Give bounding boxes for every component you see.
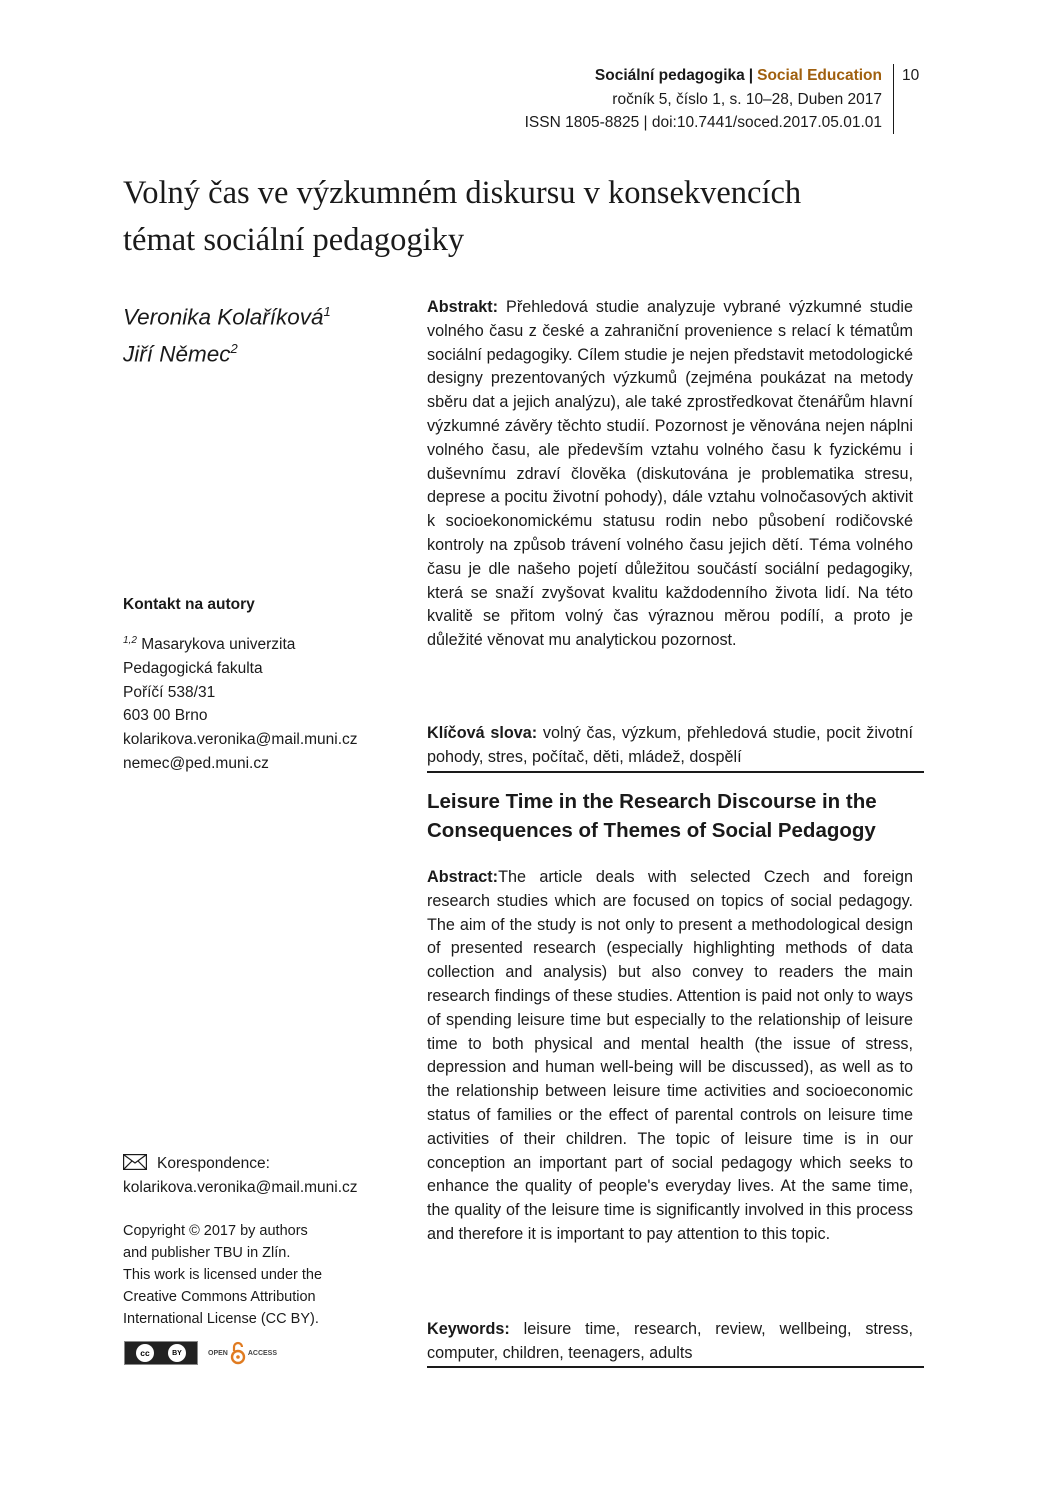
contact-line: $^{1,2}$ Masarykova univerzita <box>123 634 296 653</box>
abstract-en <box>427 866 913 1247</box>
envelope-icon <box>123 1154 147 1170</box>
contact-email[interactable]: kolarikova.veronika@mail.muni.cz <box>123 731 358 749</box>
author-affiliation-mark: 1 <box>323 304 331 319</box>
abstract-en-text: The article deals with selected Czech and foreign research studies which are focused on topics of social pedagogy. The aim of the study is not only to present a methodological design of presented research (especially highlighting methods of data collection and analysis) but also convey to readers the main research findings of these studies. Attention is paid not only to ways of spending leisure time but especially to the relationship of leisure time to both physical and mental health (the issue of stress, depression and human well-being will be discussed), as well as to the relationship between leisure time activities and socioeconomic status of families or the effect of parental controls on leisure time activities of their children. The topic of leisure time is in our conception an important part of social pedagogy which seeks to enhance the quality of people's everyday lives. At the same time, the quality of the leisure time is significantly involved in this process and therefore it is important to pay attention to this topic. <box>427 868 913 1243</box>
title-en-line-1: Leisure Time in the Research Discourse in the <box>427 790 877 813</box>
cc-by-badge[interactable] <box>124 1341 198 1365</box>
contact-heading: Kontakt na autory <box>123 596 255 613</box>
correspondence-line <box>123 1152 408 1176</box>
issn-doi-line: ISSN 1805-8825 | doi:10.7441/soced.2017.05.01.01 <box>524 114 882 131</box>
journal-header <box>440 64 882 135</box>
abstract-en-label: Abstract: <box>427 868 499 886</box>
correspondence-email[interactable]: kolarikova.veronika@mail.muni.cz <box>123 1178 358 1196</box>
keywords-cz-text: volný čas, výzkum, přehledová studie, pocit životní pohody, stres, počítač, děti, mládež, dospělí <box>427 724 914 766</box>
volume-line: ročník 5, číslo 1, s. 10–28, Duben 2017 <box>612 90 882 108</box>
copyright-notice <box>123 1220 408 1330</box>
license-badges <box>124 1340 277 1366</box>
author-name: Jiří Němec <box>123 341 231 366</box>
keywords-cz-label: Klíčová slova: <box>427 724 538 742</box>
correspondence <box>123 1152 408 1200</box>
abstract-cz <box>427 296 913 653</box>
article-title <box>123 170 923 264</box>
author <box>123 333 331 370</box>
author-name: Veronika Kolaříková <box>123 304 324 330</box>
journal-separator: | <box>748 67 754 84</box>
section-divider <box>427 1366 924 1368</box>
author-contact <box>123 593 408 776</box>
copyright-line: and publisher TBU in Zlín. <box>123 1245 291 1261</box>
open-access-open: OPEN <box>208 1349 228 1357</box>
contact-line: Pedagogická fakulta <box>123 659 263 677</box>
abstract-cz-text: Přehledová studie analyzuje vybrané výzkumné studie volného času z české a zahraniční provenience s relací k tématům sociální pedagogiky. Cílem studie je nejen představit metodologické designy prezentovaných výzkumů (zejména poukázat na metody sběru dat a jejich analýzu), ale také zprostředkovat čtenářům hlavní výzkumné závěry těchto studií. Pozornost je věnována nejen náplni volného času, ale především vztahu volného času k fyzickému i duševnímu zdraví člověka (diskutována je problematika stresu, deprese a pocitu životní pohody), dále vztahu volnočasových aktivit k socioekonomickému statusu rodin nebo působení rodičovské kontroly na způsob trávení volného času jejich dětí. Téma volného času je dle našeho pojetí důležitou součástí sociální pedagogiky, která se snaží zvyšovat kvalitu každodenního života lidí. Na této kvalitě se přitom volný čas výraznou měrou podílí, a proto je důležité věnovat mu analytickou pozornost. <box>427 298 913 650</box>
keywords-en <box>427 1318 913 1366</box>
journal-name-en: Social Education <box>757 67 882 84</box>
by-icon: BY <box>168 1344 186 1362</box>
keywords-en-text: leisure time, research, review, wellbeing, stress, computer, children, teenagers, adults <box>427 1320 913 1362</box>
copyright-line: This work is licensed under the <box>123 1267 323 1283</box>
contact-line: Poříčí 538/31 <box>123 683 216 701</box>
copyright-line: Copyright © 2017 by authors <box>123 1223 308 1239</box>
header-divider <box>893 64 894 134</box>
abstract-cz-label: Abstrakt: <box>427 298 499 316</box>
keywords-cz <box>427 722 913 770</box>
journal-name-line <box>440 64 882 88</box>
open-access-access: ACCESS <box>247 1349 278 1357</box>
author-affiliation-mark: 2 <box>230 340 238 356</box>
contact-line: 603 00 Brno <box>123 707 208 725</box>
title-line-1: Volný čas ve výzkumném diskursu v konsekvencích <box>123 175 802 211</box>
author-list <box>123 296 331 369</box>
correspondence-label: Korespondence: <box>157 1155 270 1172</box>
copyright-line: International License (CC BY). <box>123 1311 319 1327</box>
author <box>123 296 331 333</box>
affiliation-mark: 1,2 <box>123 634 137 646</box>
title-en-line-2: Consequences of Themes of Social Pedagogy <box>427 819 876 842</box>
cc-icon: cc <box>136 1344 154 1362</box>
page-number: 10 <box>902 67 920 84</box>
article-title-en <box>427 787 924 845</box>
journal-name-cz: Sociální pedagogika <box>594 67 745 84</box>
keywords-en-label: Keywords: <box>427 1320 510 1338</box>
open-access-logo <box>208 1341 277 1365</box>
contact-email[interactable]: nemec@ped.muni.cz <box>123 754 269 772</box>
copyright-line: Creative Commons Attribution <box>123 1289 316 1305</box>
section-divider <box>427 771 924 773</box>
title-line-2: témat sociální pedagogiky <box>123 222 465 258</box>
open-access-lock-icon <box>230 1341 246 1365</box>
